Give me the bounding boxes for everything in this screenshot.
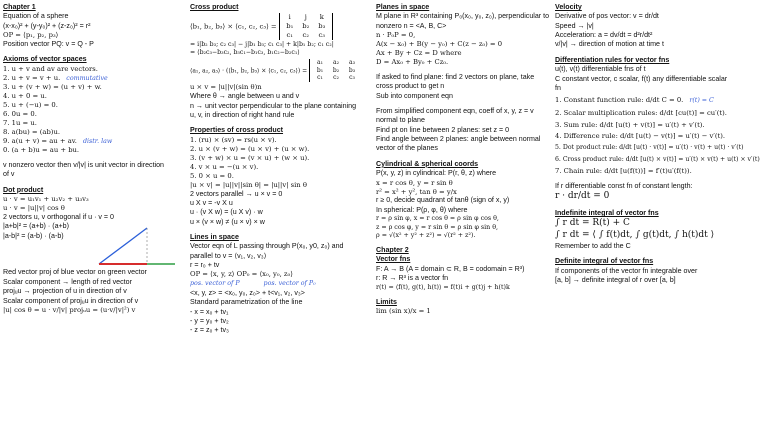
- diff-desc-1: u(t), v(t) differentiable fns of t: [555, 65, 646, 74]
- sphere-equation: (x-x₀)² + (y-y₀)² + (z-z₀)² = r²: [3, 21, 91, 30]
- indefinite-eq-2: ∫ r dt = ⟨ ∫ f(t)dt, ∫ g(t)dt, ∫ h(t)dt ⟩: [555, 230, 715, 241]
- anticommutative-note: u X v = -v X u: [190, 198, 233, 207]
- projection-desc: projᵤu → projection of u in direction of v: [3, 287, 127, 296]
- unit-vector-note: v nonzero vector then v/|v| is unit vector in direction of v: [3, 161, 165, 179]
- constant-rule-note: r(t) = C: [689, 97, 714, 105]
- line-ink-notes: [190, 279, 362, 288]
- limit-sinx: lim (sin x)/x = 1: [376, 307, 431, 316]
- projection-diagram: [95, 224, 179, 268]
- axiom-item: 3. u + (v + w) = (u + v) + w.: [3, 83, 102, 92]
- cross-prop-item: 2. u × (v + w) = (u × v) + (u × w).: [190, 144, 310, 153]
- axiom-item: 1. u + v and av are vectors.: [3, 64, 98, 73]
- orthogonal-note: 2 vectors u, v orthogonal if u · v = 0: [3, 213, 114, 222]
- triple-product: ⟨a₁, a₂, a₃⟩ · (⟨b₁, b₂, b₃⟩ × ⟨c₁, c₂, c₃⟩) = a₁ a₂ a₃ b₁ b₂ b₃ c₁ c₂ c₃: [190, 58, 362, 84]
- find-plane-note: If asked to find plane: find 2 vectors on plane, take cross product to get n: [376, 72, 535, 91]
- chapter-2-heading: Chapter 2: [376, 246, 409, 255]
- diff-rule-item: 5. Dot product rule: d/dt [u(t) · v(t)] = u′(t) · v(t) + u(t) · v′(t): [555, 144, 744, 152]
- where-theta: Where θ → angle between u and v: [190, 92, 300, 101]
- cross-prop-item: 5. 0 × u = 0.: [190, 171, 234, 180]
- cross-prop-item: 1. (ru) × (sv) = rs(u × v).: [190, 135, 277, 144]
- projection-formula: |u| cos θ = u · v/|v| projᵤu = (u·v/|v|²) v: [3, 305, 136, 314]
- commutative-note: commutative: [66, 74, 108, 82]
- axiom-item: 6. 0u = 0.: [3, 109, 37, 118]
- plane-eq-1: A(x − x₀) + B(y − y₀) + C(z − z₀) = 0: [376, 40, 503, 49]
- cross-lhs: ⟨b₁, b₂, b₃⟩ × ⟨c₁, c₂, c₃⟩ =: [190, 22, 277, 31]
- definite-desc-1: If components of the vector fn integrable over: [555, 266, 698, 275]
- remember-c-note: Remember to add the C: [555, 242, 631, 251]
- vector-fns-components: r(t) = ⟨f(t), g(t), h(t)⟩ = f(t)i + g(t)j + h(t)k: [376, 283, 510, 291]
- dot-product-heading: Dot product: [3, 185, 44, 194]
- projection-block: [3, 222, 183, 268]
- triple-determinant: a₁ a₂ a₃ b₁ b₂ b₃ c₁ c₂ c₃: [309, 59, 362, 83]
- sph-desc: In spherical: P(ρ, φ, θ) where: [376, 205, 468, 214]
- diff-rule-item: 4. Difference rule: d/dt [u(t) − v(t)] = u′(t) − v′(t).: [555, 132, 726, 141]
- cyl-sph-heading: Cylindrical & spherical coords: [376, 159, 479, 168]
- triple-identity: u · (v X w) = (u X v) · w: [190, 208, 263, 217]
- dot-def-components: u · v = u₁v₁ + u₂v₂ + u₃v₃: [3, 195, 89, 204]
- diff-rule-item: 3. Sum rule: d/dt [u(t) + v(t)] = u′(t) + v′(t).: [555, 120, 705, 129]
- axioms-heading: Axioms of vector spaces: [3, 55, 87, 64]
- axiom-item: 8. a(bu) = (ab)u.: [3, 127, 60, 136]
- column-2: [190, 3, 362, 441]
- sph-eq-3: ρ = √(x² + y² + z²) = √(r² + z²).: [376, 231, 476, 239]
- cyl-eq-1: x = r cos θ, y = r sin θ: [376, 178, 453, 187]
- line-position-vectors: OP = ⟨x, y, z⟩ OP₀ = ⟨x₀, y₀, z₀⟩: [190, 270, 293, 279]
- distr-law-note: distr. law: [82, 137, 113, 145]
- sph-eq-1: r = ρ sin φ, x = r cos θ = ρ sin φ cos θ,: [376, 215, 499, 223]
- axiom-item: 7. 1u = u.: [3, 118, 37, 127]
- plane-normal-eq: n · P₀P = 0,: [376, 31, 416, 40]
- projection-caption: Red vector proj of blue vector on green vector: [3, 268, 147, 277]
- indefinite-eq-1: ∫ r dt = R(t) + C: [555, 218, 630, 229]
- indefinite-heading: Indefinite integral of vector fns: [555, 209, 659, 218]
- cross-definition: [190, 12, 362, 41]
- cross-result: = ⟨b₂c₃−b₃c₂, b₃c₁−b₁c₃, b₁c₂−b₂c₁⟩: [190, 49, 300, 57]
- column-4: [555, 3, 781, 441]
- plane-eq-2: Ax + By + Cz = D where: [376, 49, 462, 58]
- axiom-item: 4. u + 0 = u.: [3, 92, 47, 100]
- cross-determinant: i j k b₁ b₂ b₃ c₁ c₂ c₃: [279, 13, 333, 40]
- norm-sum: |a+b|² = (a+b) · (a+b): [3, 222, 69, 231]
- diff-rule-item: 7. Chain rule: d/dt [u(f(t))] = f′(t)u′(f(t)).: [555, 166, 692, 175]
- constant-length-eq: r · dr/dt = 0: [555, 191, 610, 202]
- norm-diff: |a-b|² = (a-b) · (a-b): [3, 232, 64, 241]
- pos-vector-p0-note: pos. vector of P₀: [263, 280, 316, 288]
- position-vector-op: OP = ⟨p₁, p₂, p₃⟩: [3, 31, 59, 40]
- line-vector-eq: r = r₀ + tv: [190, 261, 220, 270]
- axiom-item: 9. a(u + v) = au + av. distr. law: [3, 136, 113, 145]
- std-param-label: Standard parametrization of the line: [190, 298, 303, 307]
- n-desc: n → unit vector perpendicular to the plane containing u, v, in direction of right hand rule: [190, 101, 357, 120]
- planes-desc: M plane in R³ containing P₀(x₀, y₀, z₀), perpendicular to nonzero n = <A, B, C>: [376, 12, 550, 30]
- direction-def: v/|v| → direction of motion at time t: [555, 40, 664, 49]
- diff-rule-item: 1. Constant function rule: d/dt C = 0. r(t) = C: [555, 96, 714, 105]
- constant-length-note: If r differentiable const fn of constant length:: [555, 181, 693, 190]
- cross-product-heading: Cross product: [190, 3, 239, 11]
- axiom-item: 2. u + v = v + u. commutative: [3, 73, 108, 82]
- cross-magnitude: u × v = |u||v|(sin θ)n: [190, 83, 262, 92]
- diff-rules-heading: Differentiation rules for vector fns: [555, 55, 670, 64]
- acceleration-def: Acceleration: a = dv/dt = d²r/dt²: [555, 31, 653, 40]
- position-vector-pq: Position vector PQ: v = Q - P: [3, 40, 94, 49]
- axiom-item: 5. u + (−u) = 0.: [3, 100, 58, 109]
- chapter-1-heading: Chapter 1: [3, 3, 36, 11]
- pos-vector-p-note: pos. vector of P: [190, 280, 240, 288]
- vector-fns-heading: Vector fns: [376, 255, 411, 264]
- find-angle-note: Find angle between 2 planes: angle between normal vector of the planes: [376, 135, 541, 153]
- vector-fns-def: r: R → R³ is a vector fn: [376, 274, 449, 283]
- param-x: - x = x₀ + tv₁: [190, 307, 229, 316]
- planes-heading: Planes in space: [376, 3, 430, 11]
- scalar-desc: Scalar component of projᵤu in direction of v: [3, 296, 139, 305]
- non-associative: u × (v × w) ≠ (u × v) × w: [190, 217, 265, 226]
- simplified-note: From simplified component eqn, coeff of x, y, z = v normal to plane: [376, 107, 534, 125]
- diff-rule-item: 2. Scalar multiplication rules: d/dt [cu(t)] = cu′(t).: [555, 108, 727, 117]
- diff-rule-item: 6. Cross product rule: d/dt [u(t) × v(t)] = u′(t) × v(t) + u(t) × v′(t): [555, 155, 760, 163]
- plane-eq-3: D = Ax₀ + By₀ + Cz₀.: [376, 57, 449, 66]
- cross-expansion: = i|b₂ b₃; c₂ c₃| − j|b₁ b₃; c₁ c₃| + k|b₁ b₂; c₁ c₂|: [190, 41, 334, 49]
- cross-prop-item: 4. v × u = −(u × v).: [190, 162, 259, 171]
- parallel-note: 2 vectors parallel → u × v = 0: [190, 189, 283, 198]
- definite-heading: Definite integral of vector fns: [555, 257, 654, 266]
- sphere-label: Equation of a sphere: [3, 12, 69, 21]
- sub-into-note: Sub into component eqn: [376, 91, 453, 100]
- cyl-desc: P(x, y, z) in cylindrical: P(r, θ, z) where: [376, 169, 497, 178]
- speed-def: Speed → |v|: [555, 21, 594, 30]
- cross-prop-item: 3. (v + w) × u = (v × u) + (w × u).: [190, 153, 310, 162]
- velocity-derivative: Derivative of pos vector: v = dr/dt: [555, 12, 659, 21]
- sph-eq-2: z = ρ cos φ, y = r sin θ = ρ sin φ sin θ,: [376, 223, 498, 231]
- cross-props-heading: Properties of cross product: [190, 126, 284, 135]
- lines-heading: Lines in space: [190, 233, 239, 242]
- find-point-note: Find pt on line between 2 planes: set z = 0: [376, 125, 510, 134]
- velocity-heading: Velocity: [555, 3, 582, 11]
- axiom-item: 0. (a + b)u = au + bu.: [3, 146, 80, 155]
- vector-fns-domain: F: A → B (A = domain ⊂ R, B = codomain = R³): [376, 264, 525, 273]
- column-1: [3, 3, 183, 441]
- diff-desc-2: C constant vector, c scalar, f(t) any differentiable scalar fn: [555, 74, 728, 92]
- blue-vector: [99, 228, 147, 264]
- column-3: [376, 3, 552, 441]
- cross-norm: |u × v| = |u||v||sin θ| = |u||v| sin θ: [190, 180, 307, 189]
- param-y: - y = y₀ + tv₂: [190, 316, 229, 325]
- scalar-component-note: Scalar component → length of red vector: [3, 277, 132, 286]
- cyl-eq-2: r² = x² + y², tan θ = y/x: [376, 187, 457, 196]
- quadrant-note: r ≥ 0, decide quadrant of tanθ (sign of x, y): [376, 196, 510, 205]
- param-z: - z = z₀ + tv₃: [190, 326, 229, 335]
- line-desc: Vector eqn of L passing through P(x₀, y0, z₀) and parallel to v = ⟨v₁, v₂, v₃⟩: [190, 242, 344, 260]
- line-component-eq: <x, y, z> = <x₀, y₀, z₀> + t<v₁, v₂, v₃>: [190, 288, 305, 297]
- dot-def-angle: u · v = |u||v| cos θ: [3, 204, 65, 213]
- limits-heading: Limits: [376, 297, 397, 306]
- definite-desc-2: [a, b] → definite integral of r over [a, b]: [555, 276, 676, 285]
